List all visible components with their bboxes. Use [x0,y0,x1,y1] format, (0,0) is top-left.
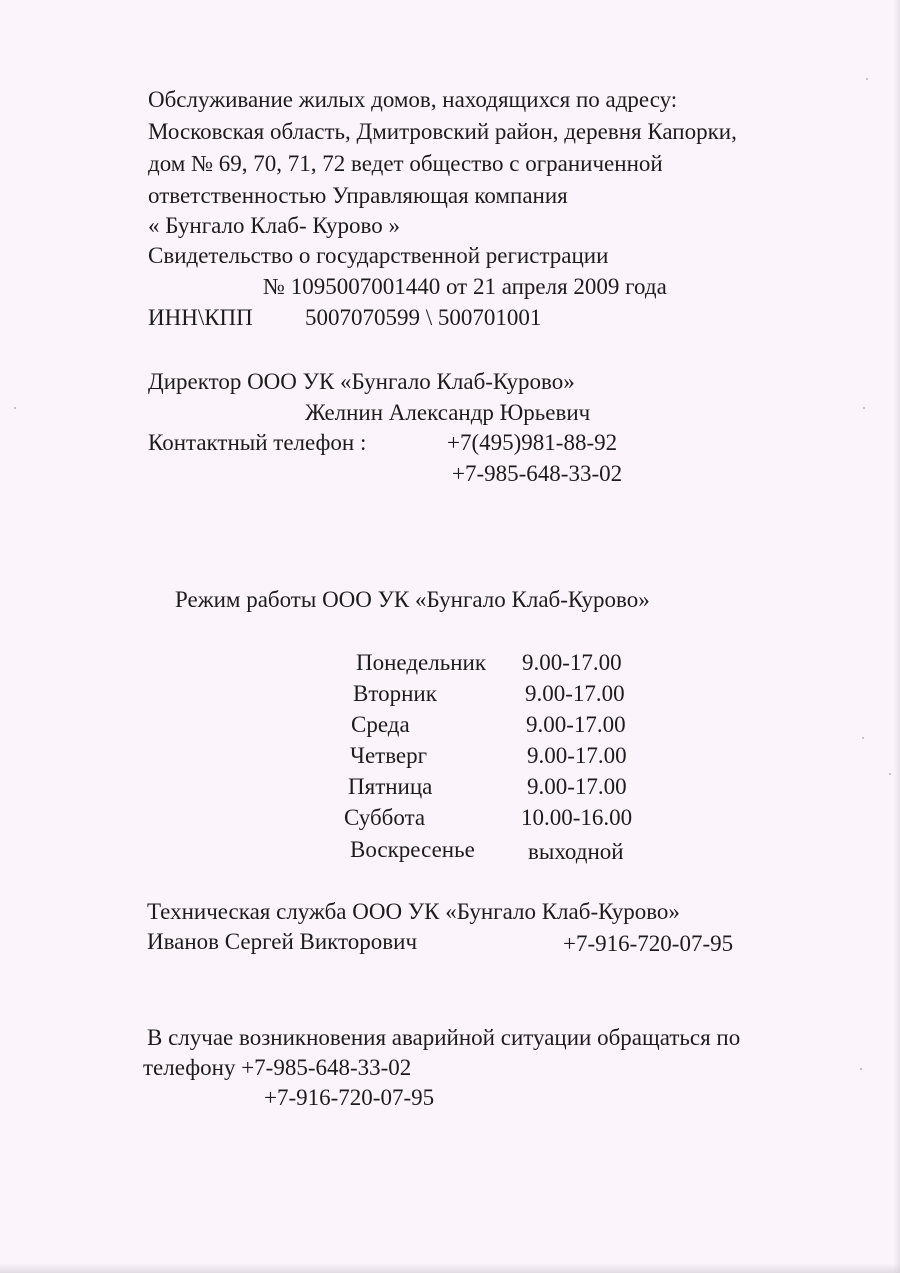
emergency-phone-1: +7-985-648-33-02 [241,1055,412,1080]
schedule-hours: выходной [528,839,624,864]
emergency-line-1: В случае возникновения аварийной ситуации обращаться по [147,1025,741,1050]
scan-speck [863,407,865,409]
company-line-1: Обслуживание жилых домов, находящихся по адресу: [148,87,678,112]
schedule-day: Воскресенье [350,837,475,862]
scan-speck [866,78,868,80]
company-line-2: Московская область, Дмитровский район, деревня Капорки, [148,119,737,144]
schedule-day: Суббота [344,805,426,830]
director-name: Желнин Александр Юрьевич [305,400,591,425]
director-phone-label: Контактный телефон : [148,430,367,455]
schedule-title: Режим работы ООО УК «Бунгало Клаб-Курово» [175,587,650,612]
company-line-4: ответственностью Управляющая компания [148,183,568,208]
tech-title: Техническая служба ООО УК «Бунгало Клаб-Курово» [147,899,680,924]
scan-right-edge [894,0,900,1273]
schedule-day: Пятница [348,774,433,799]
inn-value: 5007070599 \ 500701001 [305,305,542,330]
scan-speck [889,773,891,775]
emergency-phone-2: +7-916-720-07-95 [264,1085,435,1110]
scan-bottom-edge [0,1263,900,1273]
schedule-hours: 9.00-17.00 [525,681,625,706]
schedule-hours: 9.00-17.00 [526,712,626,737]
schedule-hours: 10.00-16.00 [521,805,633,830]
scan-speck [860,1068,862,1070]
director-phone-2: +7-985-648-33-02 [452,461,623,486]
company-line-3: дом № 69, 70, 71, 72 ведет общество с ограниченной [148,151,663,176]
registration-number: № 1095007001440 от 21 апреля 2009 года [263,274,667,299]
company-line-6: Свидетельство о государственной регистрации [148,243,609,268]
tech-phone: +7-916-720-07-95 [563,931,734,956]
inn-label: ИНН\КПП [148,305,253,330]
schedule-day: Четверг [350,743,428,768]
tech-name: Иванов Сергей Викторович [147,929,418,954]
director-title: Директор ООО УК «Бунгало Клаб-Курово» [148,369,575,394]
schedule-day: Вторник [353,681,437,706]
company-line-5: « Бунгало Клаб- Курово » [148,213,400,238]
director-phone-1: +7(495)981-88-92 [447,430,618,455]
scan-speck [862,737,864,739]
schedule-hours: 9.00-17.00 [527,774,627,799]
scan-speck [14,407,16,409]
emergency-phone-prefix: телефону [143,1055,236,1080]
schedule-day: Понедельник [356,650,486,675]
schedule-hours: 9.00-17.00 [527,743,627,768]
schedule-hours: 9.00-17.00 [522,650,622,675]
emergency-line-2 [143,1052,411,1083]
schedule-day: Среда [351,712,410,737]
